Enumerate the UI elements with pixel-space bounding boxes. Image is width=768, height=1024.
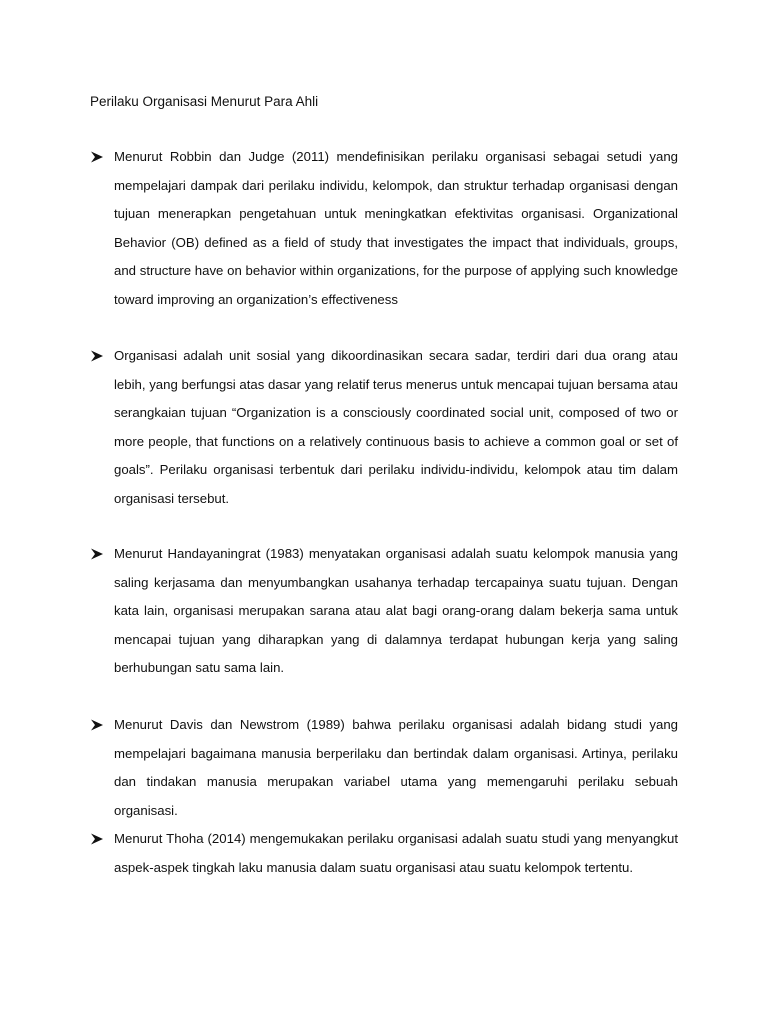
arrowhead-bullet-icon [90,342,106,371]
arrowhead-bullet-icon [90,825,106,854]
list-item-text: Organisasi adalah unit sosial yang dikoordinasikan secara sadar, terdiri dari dua orang atau lebih, yang berfungsi atas dasar yang relatif terus menerus untuk mencapai tujuan bersama atau serangkaian tujuan “Organization is a consciously coordinated social unit, composed of two or more people, that functions on a relatively continuous basis to achieve a common goal or set of goals”. Perilaku organisasi terbentuk dari perilaku individu-individu, kelompok atau tim dalam organisasi tersebut. [114,348,678,506]
list-item [90,342,678,513]
list-item-text: Menurut Thoha (2014) mengemukakan perilaku organisasi adalah suatu studi yang menyangkut aspek-aspek tingkah laku manusia dalam suatu organisasi atau suatu kelompok tertentu. [114,831,678,875]
list-item-text: Menurut Robbin dan Judge (2011) mendefinisikan perilaku organisasi sebagai setudi yang mempelajari dampak dari perilaku individu, kelompok, dan struktur terhadap organisasi dengan tujuan menerapkan pengetahuan untuk meningkatkan efektivitas organisasi. Organizational Behavior (OB) defined as a field of study that investigates the impact that individuals, groups, and structure have on behavior within organizations, for the purpose of applying such knowledge toward improving an organization’s effectiveness [114,149,678,307]
arrowhead-bullet-icon [90,711,106,740]
document-title: Perilaku Organisasi Menurut Para Ahli [90,94,319,109]
list-item [90,711,678,825]
list-item [90,540,678,683]
list-item [90,143,678,314]
arrowhead-bullet-icon [90,540,106,569]
arrowhead-bullet-icon [90,143,106,172]
list-item [90,825,678,882]
list-item-text: Menurut Handayaningrat (1983) menyatakan organisasi adalah suatu kelompok manusia yang saling kerjasama dan menyumbangkan usahanya terhadap tercapainya suatu tujuan. Dengan kata lain, organisasi merupakan sarana atau alat bagi orang-orang dalam bekerja sama untuk mencapai tujuan yang diharapkan yang di dalamnya terdapat hubungan kerja yang saling berhubungan satu sama lain. [114,546,678,675]
list-item-text: Menurut Davis dan Newstrom (1989) bahwa perilaku organisasi adalah bidang studi yang mempelajari bagaimana manusia berperilaku dan bertindak dalam organisasi. Artinya, perilaku dan tindakan manusia merupakan variabel utama yang memengaruhi perilaku sebuah organisasi. [114,717,678,818]
